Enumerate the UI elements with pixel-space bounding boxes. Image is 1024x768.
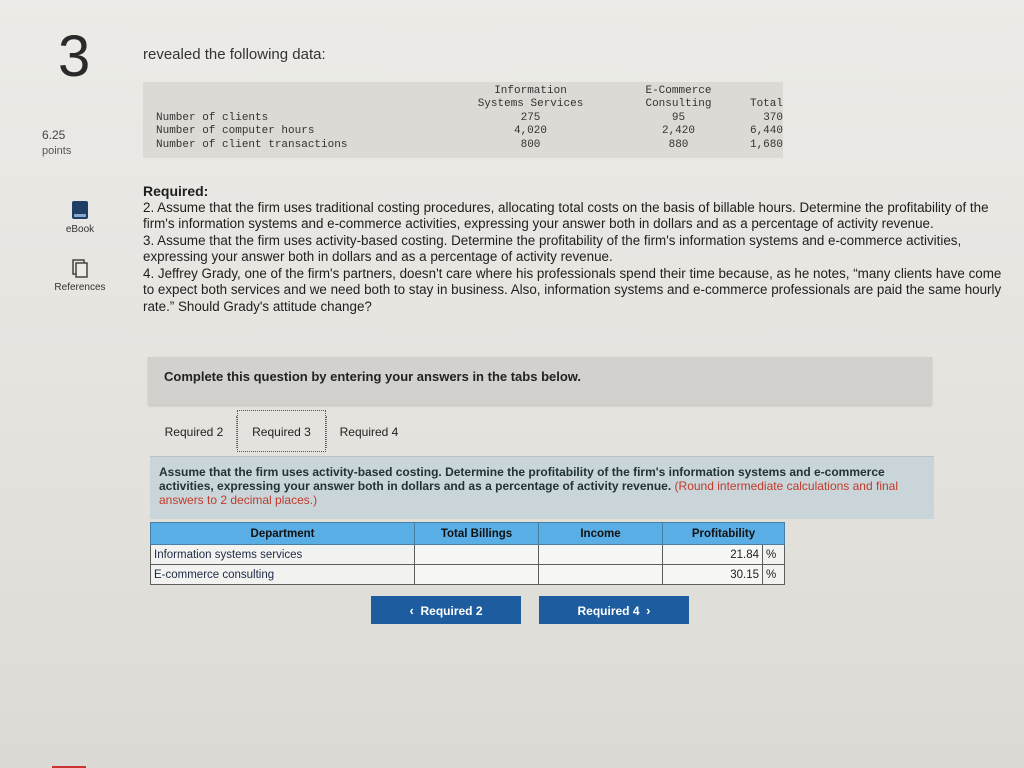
profitability-input[interactable]: 30.15	[663, 565, 763, 585]
required-item-2: 2. Assume that the firm uses traditional costing procedures, allocating total costs on the basis of billable hours. Determine the profitability of the firm's information systems and e-commerce activities, expressing your answer both in dollars and as a percentage of activity revenue.	[143, 199, 989, 231]
row-total: 1,680	[749, 139, 783, 151]
row-ecom: 2,420	[661, 125, 695, 137]
chevron-left-icon: ‹	[409, 602, 414, 618]
ebook-label: eBook	[65, 224, 95, 235]
department-cell: E-commerce consulting	[151, 565, 415, 585]
tab-required-2[interactable]: Required 2	[152, 410, 236, 454]
rounding-note: (Round intermediate calculations and final answers to 2 decimal places.)	[159, 479, 898, 507]
row-ecom: 95	[671, 112, 686, 124]
references-label: References	[54, 282, 106, 293]
header-info-line1: Information	[494, 85, 567, 97]
profitability-input[interactable]: 21.84	[663, 545, 763, 565]
answer-table	[150, 522, 785, 585]
header-total-billings: Total Billings	[415, 523, 539, 545]
required-item-3: 3. Assume that the firm uses activity-based costing. Determine the profitability of the firm's information systems and e-commerce activities, expressing your answer both in dollars and as a percentage of activity revenue.	[143, 232, 962, 264]
intro-text: revealed the following data:	[143, 46, 326, 63]
tab-required-4[interactable]: Required 4	[327, 410, 411, 454]
header-department: Department	[151, 523, 415, 545]
instruction-panel	[150, 456, 934, 519]
header-total: Total	[749, 98, 783, 110]
billings-input[interactable]	[415, 545, 539, 565]
complete-question-banner	[148, 357, 932, 405]
row-info: 800	[520, 139, 541, 151]
next-required-button[interactable]	[539, 596, 689, 624]
instruction-text	[159, 465, 907, 507]
row-label: Number of client transactions	[156, 139, 348, 151]
income-input[interactable]	[539, 545, 663, 565]
table-row	[143, 125, 783, 139]
instruction-main: Assume that the firm uses activity-based costing. Determine the profitability of the firm's information systems and e-commerce activities, expressing your answer both in dollars and as a percentage of activity revenue.	[159, 465, 885, 493]
percent-sign: %	[763, 545, 785, 565]
header-income: Income	[539, 523, 663, 545]
complete-question-text: Complete this question by entering your answers in the tabs below.	[164, 369, 582, 384]
row-info: 4,020	[513, 125, 547, 137]
table-row	[151, 545, 785, 565]
row-total: 6,440	[749, 125, 783, 137]
table-row	[143, 112, 783, 126]
required-item-4: 4. Jeffrey Grady, one of the firm's partners, doesn't care where his professionals spend their time because, as he notes, “many clients have come to expect both services and we need both to stay in business. Also, information systems and e-commerce professionals are paid the same hourly rate.” Should Grady's attitude change?	[143, 265, 1002, 314]
data-table	[143, 82, 783, 158]
documents-icon	[71, 258, 89, 278]
header-info-line2: Systems Services	[477, 98, 584, 110]
points-value: 6.25	[42, 128, 66, 142]
row-info: 275	[520, 112, 541, 124]
book-icon	[71, 200, 89, 220]
next-button-label: Required 4	[577, 603, 640, 618]
header-profitability: Profitability	[663, 523, 785, 545]
ebook-link[interactable]	[40, 200, 120, 235]
required-section	[143, 183, 1015, 315]
row-ecom: 880	[668, 139, 689, 151]
header-ecom-line2: Consulting	[645, 98, 712, 110]
table-row	[143, 139, 783, 153]
income-input[interactable]	[539, 565, 663, 585]
row-label: Number of computer hours	[156, 125, 315, 137]
table-row	[151, 565, 785, 585]
data-table-header-row2	[143, 98, 783, 112]
row-label: Number of clients	[156, 112, 269, 124]
header-ecom-line1: E-Commerce	[645, 85, 712, 97]
tab-required-3[interactable]: Required 3	[237, 410, 326, 452]
billings-input[interactable]	[415, 565, 539, 585]
prev-button-label: Required 2	[420, 603, 483, 618]
row-total: 370	[763, 112, 783, 124]
prev-required-button[interactable]	[371, 596, 521, 624]
percent-sign: %	[763, 565, 785, 585]
question-number: 3	[58, 24, 91, 89]
points-label: points	[42, 145, 72, 157]
references-link[interactable]	[40, 258, 120, 293]
department-cell: Information systems services	[151, 545, 415, 565]
answer-header-row	[151, 523, 785, 545]
data-table-header-row1	[143, 85, 783, 99]
required-heading: Required:	[143, 183, 209, 199]
chevron-right-icon: ›	[646, 602, 651, 618]
